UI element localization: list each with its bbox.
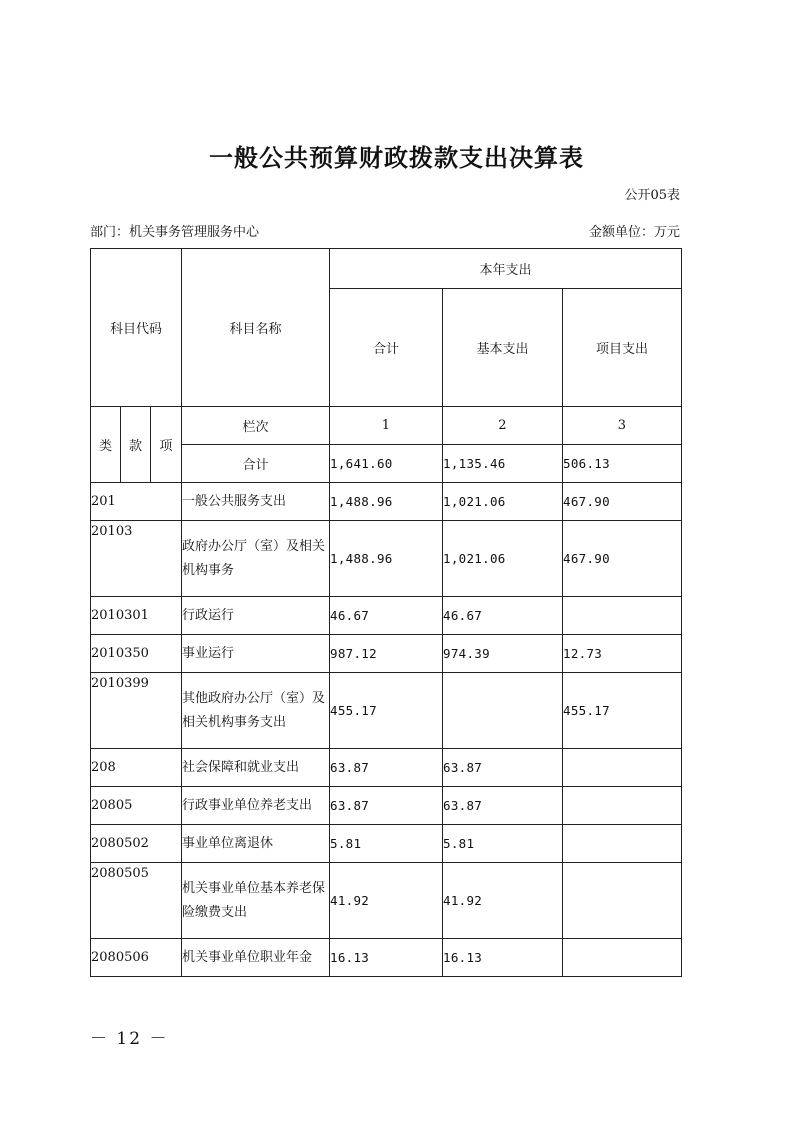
row-project: 467.90 <box>563 483 682 521</box>
row-project <box>563 597 682 635</box>
row-project <box>563 787 682 825</box>
sum-total: 1,641.60 <box>330 445 443 483</box>
row-name: 行政运行 <box>182 597 330 635</box>
row-name: 机关事业单位基本养老保险缴费支出 <box>182 863 330 939</box>
row-total: 16.13 <box>330 939 443 977</box>
row-total: 1,488.96 <box>330 521 443 597</box>
sum-project: 506.13 <box>563 445 682 483</box>
header-project: 项目支出 <box>563 289 682 407</box>
row-project <box>563 749 682 787</box>
row-project: 467.90 <box>563 521 682 597</box>
row-code: 20805 <box>91 787 182 825</box>
row-name: 政府办公厅（室）及相关机构事务 <box>182 521 330 597</box>
row-basic: 974.39 <box>443 635 563 673</box>
row-project <box>563 939 682 977</box>
row-name: 一般公共服务支出 <box>182 483 330 521</box>
row-code: 2010301 <box>91 597 182 635</box>
row-basic: 16.13 <box>443 939 563 977</box>
row-basic <box>443 673 563 749</box>
table-row <box>91 521 682 597</box>
table-row <box>91 787 682 825</box>
row-name: 事业运行 <box>182 635 330 673</box>
row-name: 机关事业单位职业年金 <box>182 939 330 977</box>
column-label: 栏次 <box>182 407 330 445</box>
row-total: 63.87 <box>330 749 443 787</box>
row-basic: 46.67 <box>443 597 563 635</box>
header-code: 科目代码 <box>91 249 182 407</box>
row-code: 2010350 <box>91 635 182 673</box>
row-total: 1,488.96 <box>330 483 443 521</box>
table-row <box>91 673 682 749</box>
page-title: 一般公共预算财政拨款支出决算表 <box>209 144 584 172</box>
header-xiang: 项 <box>151 407 182 483</box>
unit-label: 金额单位：万元 <box>588 225 680 240</box>
row-total: 41.92 <box>330 863 443 939</box>
row-basic: 5.81 <box>443 825 563 863</box>
header-name: 科目名称 <box>182 249 330 407</box>
column-number-2: 2 <box>443 407 563 445</box>
table-row <box>91 863 682 939</box>
header-year-expense: 本年支出 <box>330 249 682 289</box>
sum-basic: 1,135.46 <box>443 445 563 483</box>
budget-table <box>90 248 682 977</box>
table-row <box>91 483 682 521</box>
row-name: 其他政府办公厅（室）及相关机构事务支出 <box>182 673 330 749</box>
row-basic: 63.87 <box>443 749 563 787</box>
row-total: 5.81 <box>330 825 443 863</box>
header-lei: 类 <box>91 407 121 483</box>
row-basic: 41.92 <box>443 863 563 939</box>
row-basic: 63.87 <box>443 787 563 825</box>
header-total: 合计 <box>330 289 443 407</box>
table-row <box>91 749 682 787</box>
row-basic: 1,021.06 <box>443 521 563 597</box>
form-code: 公开05表 <box>624 188 680 203</box>
row-code: 2080506 <box>91 939 182 977</box>
row-total: 987.12 <box>330 635 443 673</box>
column-number-1: 1 <box>330 407 443 445</box>
department-label: 部门：机关事务管理服务中心 <box>90 225 260 240</box>
table-row <box>91 825 682 863</box>
row-code: 208 <box>91 749 182 787</box>
row-basic: 1,021.06 <box>443 483 563 521</box>
row-code: 201 <box>91 483 182 521</box>
table-row <box>91 939 682 977</box>
table-row <box>91 597 682 635</box>
row-project <box>563 863 682 939</box>
row-code: 20103 <box>91 521 182 597</box>
row-project <box>563 825 682 863</box>
row-code: 2080505 <box>91 863 182 939</box>
page-number: － 12 － <box>90 1029 169 1049</box>
row-name: 行政事业单位养老支出 <box>182 787 330 825</box>
row-code: 2010399 <box>91 673 182 749</box>
row-name: 事业单位离退休 <box>182 825 330 863</box>
row-total: 63.87 <box>330 787 443 825</box>
header-kuan: 款 <box>121 407 151 483</box>
row-project: 12.73 <box>563 635 682 673</box>
header-basic: 基本支出 <box>443 289 563 407</box>
sum-label: 合计 <box>182 445 330 483</box>
table-row <box>91 635 682 673</box>
row-name: 社会保障和就业支出 <box>182 749 330 787</box>
row-total: 46.67 <box>330 597 443 635</box>
row-total: 455.17 <box>330 673 443 749</box>
row-project: 455.17 <box>563 673 682 749</box>
row-code: 2080502 <box>91 825 182 863</box>
column-number-3: 3 <box>563 407 682 445</box>
